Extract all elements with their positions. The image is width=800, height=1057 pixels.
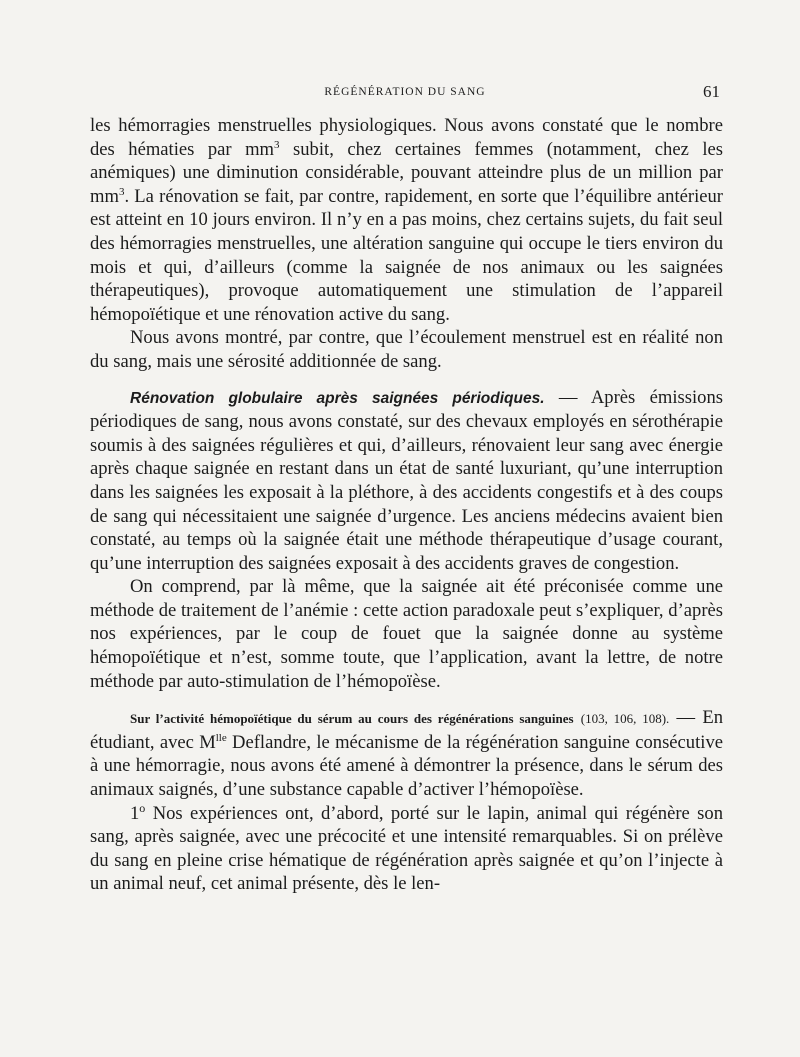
text-run: Deflandre, le mécanisme de la régénération sanguine consécutive à une hémorragie, nous avons été amené à démontrer la présence, dans le sérum des animaux saignés, d’une substance capable d’activer l’hémopoïèse. — [90, 731, 723, 801]
superscript: lle — [215, 731, 227, 744]
body-text — [90, 114, 723, 896]
running-head — [90, 82, 720, 106]
section-heading: Sur l’activité hémopoïétique du sérum au cours des régénérations sanguines — [130, 711, 574, 727]
text-run: les hémorragies menstruelles physiologiques. Nous avons constaté que le nombre des hématies par mm — [90, 115, 723, 160]
paragraph-bloodletting: On comprend, par là même, que la saignée ait été préconisée comme une méthode de traitement de l’anémie : cette action paradoxale peut s’expliquer, d’après nos expériences, par le coup de fouet que la saignée donne au système hémopoïétique et n’est, somme toute, que l’application, avant la lettre, de notre méthode par auto-stimulation de l’hémopoïèse. — [90, 576, 723, 692]
section-renovation — [90, 386, 723, 576]
superscript: 3 — [118, 185, 125, 198]
text-run: Nos expériences ont, d’abord, porté sur le lapin, animal qui régénère son sang, après saignée, avec une précocité et une intensité remarquables. Si on prélève du sang en pleine crise hématique de régénération après saignée et qu’on l’injecte à un animal neuf, cet animal présente, dès le len- — [90, 802, 723, 895]
page-number: 61 — [703, 82, 720, 101]
text-run: — En étudiant, avec M — [90, 707, 723, 753]
paragraph-menstrual-flow: Nous avons montré, par contre, que l’écoulement menstruel est en réalité non du sang, mais une sérosité additionnée de sang. — [90, 327, 723, 372]
running-title: RÉGÉNÉRATION DU SANG — [324, 86, 486, 98]
section-serum-activity — [90, 706, 723, 801]
ordinal-mark: o — [139, 800, 146, 815]
paragraph-experiments — [90, 802, 723, 896]
superscript: 3 — [274, 138, 280, 151]
text-run: subit, chez certaines femmes (notamment, chez les anémiques) une diminution considérable, pouvant atteindre plus de un million par mm — [90, 138, 723, 207]
ordinal-number: 1 — [130, 802, 140, 824]
text-run: — Après émissions périodiques de sang, nous avons constaté, sur des chevaux employés en sérothérapie soumis à des saignées régulières et qui, d’ailleurs, rénovaient leur sang avec énergie après chaque saignée en restant dans un état de santé luxuriant, qu’une interruption dans les saignées les exposait à la pléthore, à des accidents congestifs et à des coups de sang qui nécessitaient une saignée d’urgence. Les anciens médecins avaient bien constaté, au temps où la saignée était une méthode thérapeutique d’usage courant, qu’une interruption des saignées exposait à des accidents graves de congestion. — [90, 386, 723, 574]
section-heading: Rénovation globulaire après saignées périodiques. — [130, 389, 545, 407]
text-run: . La rénovation se fait, par contre, rapidement, en sorte que l’équilibre antérieur est atteint en 10 jours environ. Il n’y en a pas moins, chez certains sujets, du fait seul des hémorragies menstruelles, une altération sanguine qui occupe le tiers environ du mois et qui, d’ailleurs (comme la saignée de nos animaux ou les saignées thérapeutiques), provoque automatiquement une stimulation de l’appareil hémopoïétique et une rénovation active du sang. — [90, 185, 723, 325]
references: (103, 106, 108). — [580, 711, 670, 727]
paragraph-menstrual — [90, 114, 723, 326]
